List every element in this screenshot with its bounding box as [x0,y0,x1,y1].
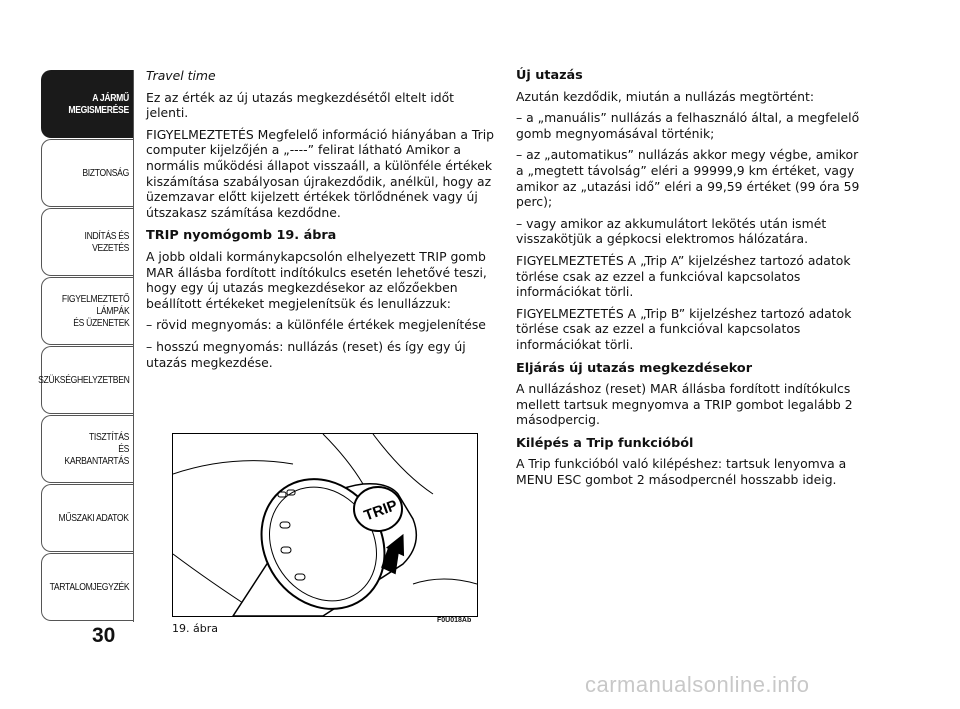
paragraph: – az „automatikus” nullázás akkor megy végbe, amikor a „megtett távolság” eléri a 99999,9 km értéket, vagy amikor az „utazási idő” eléri a 99,59 értéket (99 óra 59 perc); [516,147,860,210]
paragraph: Azután kezdődik, miután a nullázás megtörtént: [516,88,815,104]
paragraph: A jobb oldali kormánykapcsolón elhelyezett TRIP gomb MAR állásba fordított indítókulcs esetén lehetővé teszi, hogy egy új utazás megkezdésekor az előzőekben beállított értékeket megjelenítsük és lenullázzuk: [146,248,487,311]
right-column [516,68,868,494]
chapter-tabs [37,70,134,622]
section-heading: Új utazás [516,68,583,83]
tab-label: TARTALOMJEGYZÉK [49,581,130,593]
figure-code: F0U018Ab [437,617,472,624]
paragraph: – vagy amikor az akkumulátort lekötés után ismét visszakötjük a gépkocsi elektromos hálózatára. [516,215,827,247]
tab-maintenance[interactable] [41,415,134,483]
paragraph: A nullázáshoz (reset) MAR állásba fordított indítókulcs mellett tartsuk megnyomva a TRIP gombot legalább 2 másodpercig. [516,381,853,428]
stalk-illustration [173,434,477,616]
paragraph: – hosszú megnyomás: nullázás (reset) és így egy új utazás megkezdése. [146,338,466,370]
figure-trip-button [172,433,478,617]
tab-safety[interactable] [41,139,134,207]
tab-index[interactable] [41,553,134,621]
tab-label: FIGYELMEZTETŐ LÁMPÁK ÉS ÜZENETEK [61,293,130,329]
sidebar-divider [133,70,134,622]
trip-button-heading: TRIP nyomógomb 19. ábra [146,228,337,244]
tab-label: SZÜKSÉGHELYZETBEN [37,374,130,386]
trip-button-label: TRIP [361,496,400,525]
page-number: 30 [92,624,116,647]
tab-starting-driving[interactable] [41,208,134,276]
tab-label: MŰSZAKI ADATOK [58,512,130,524]
tab-label: INDÍTÁS ÉS VEZETÉS [84,230,130,254]
paragraph: FIGYELMEZTETÉS Megfelelő információ hiányában a Trip computer kijelzőjén a „----” felirat látható Amikor a normális működési állapot visszaáll, a különféle értékek kiszámítása szabályosan újrakezdődik, anélkül, hogy az üzemzavar előtt kijelzett értékek törlődnének vagy új útszakasz számítása kezdődne. [146,126,495,220]
travel-time-heading: Travel time [146,68,216,83]
section-heading: Eljárás új utazás megkezdésekor [516,360,753,376]
tab-vehicle-overview[interactable] [41,70,134,138]
paragraph: – a „manuális” nullázás a felhasználó által, a megfelelő gomb megnyomásával történik; [516,110,860,141]
paragraph: – rövid megnyomás: a különféle értékek megjelenítése [146,317,486,333]
tab-warning-lights[interactable] [41,277,134,345]
paragraph: Ez az érték az új utazás megkezdésétől eltelt időt jelenti. [146,89,455,121]
paragraph: A Trip funkcióból való kilépéshez: tartsuk lenyomva a MENU ESC gombot 2 másodpercnél hosszabb ideig. [516,456,847,488]
tab-label: A JÁRMŰ MEGISMERÉSE [68,92,130,116]
left-column [146,68,498,376]
watermark: carmanualsonline.info [585,672,810,697]
paragraph: FIGYELMEZTETÉS A „Trip A” kijelzéshez tartozó adatok törlése csak az ezzel a funkcióval kapcsolatos információkat törli. [516,252,851,300]
figure-caption: 19. ábra [172,622,218,635]
paragraph: FIGYELMEZTETÉS A „Trip B” kijelzéshez tartozó adatok törlése csak az ezzel a funkcióval kapcsolatos információkat törli. [516,305,852,352]
tab-label: TISZTÍTÁS ÉS KARBANTARTÁS [64,431,130,467]
tab-label: BIZTONSÁG [82,167,130,179]
tab-technical-data[interactable] [41,484,134,552]
tab-emergency[interactable] [37,346,134,414]
section-heading: Kilépés a Trip funkcióból [516,435,694,451]
